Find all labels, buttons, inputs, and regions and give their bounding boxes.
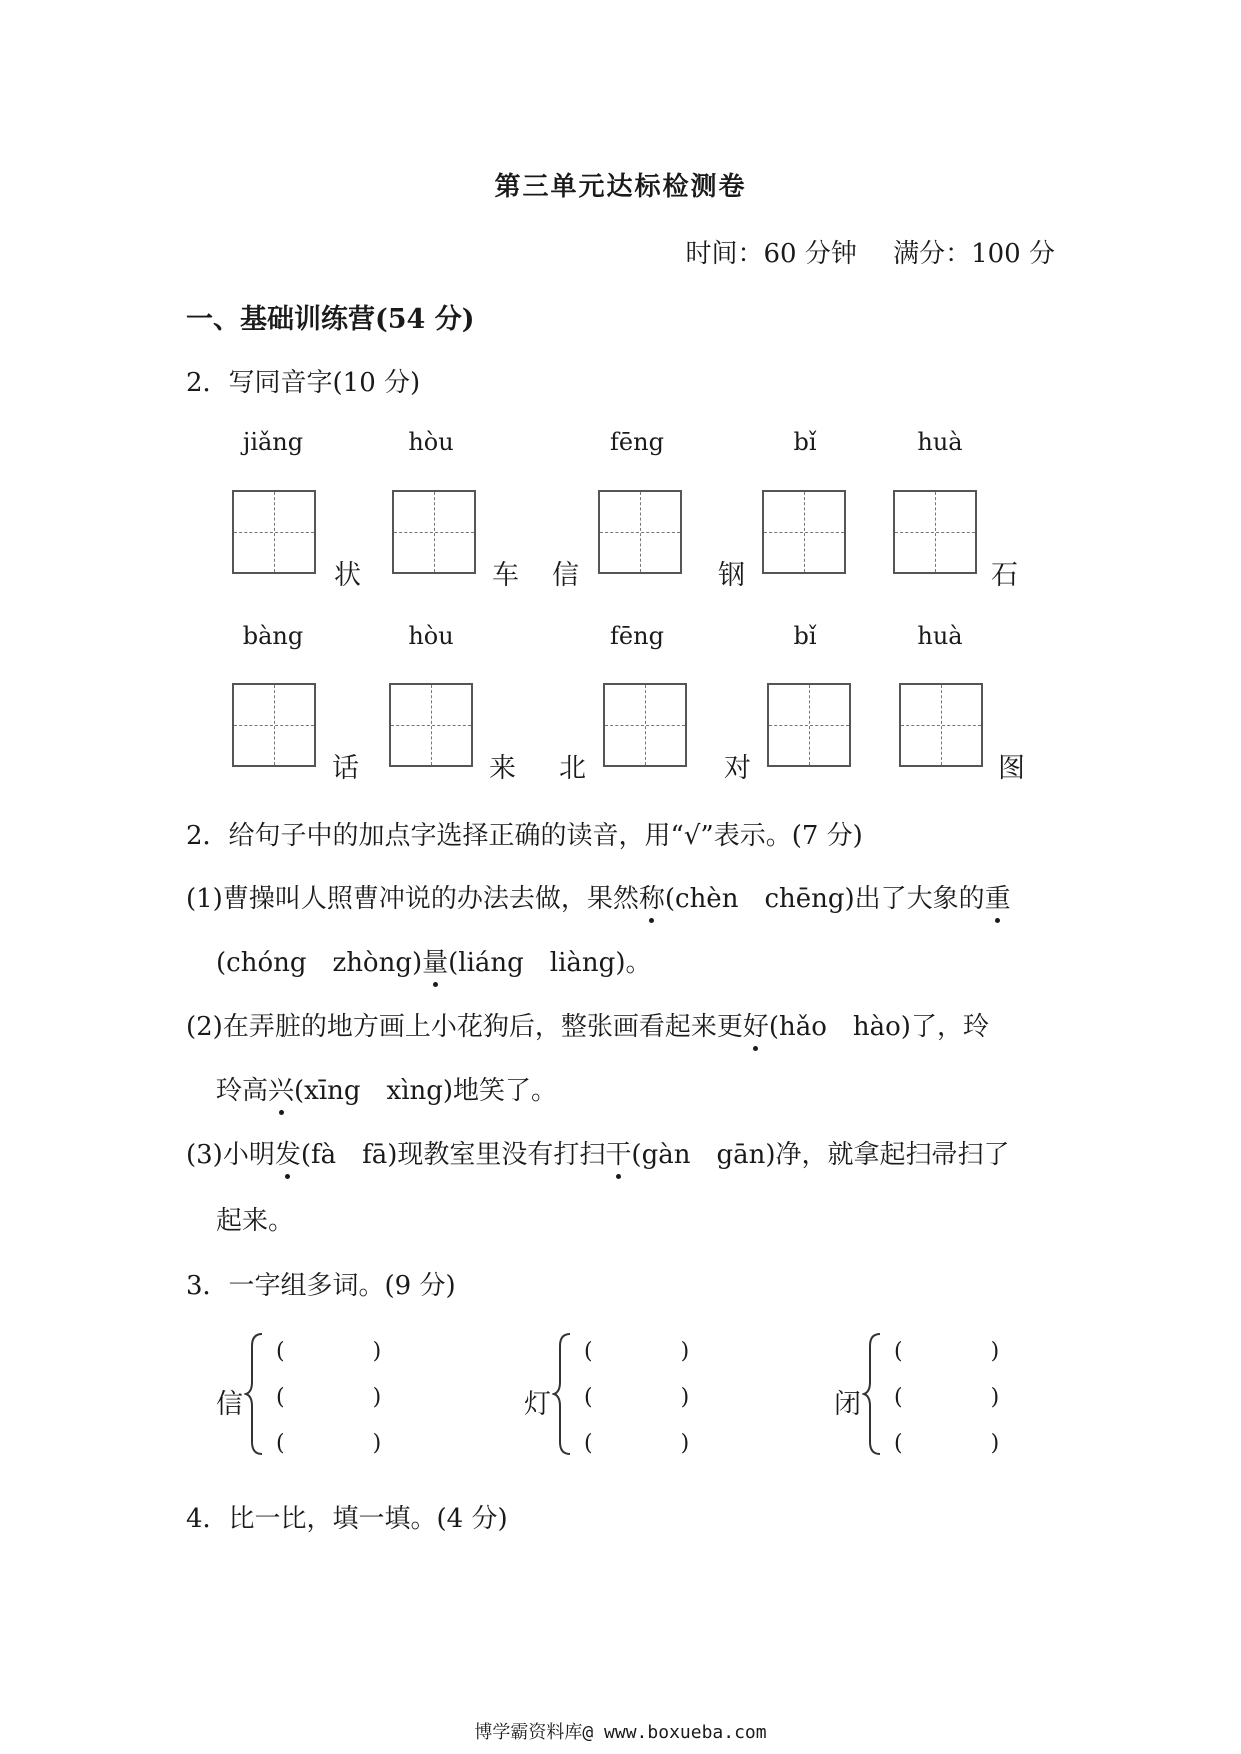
dotted-char: 干 — [605, 1134, 631, 1171]
group-char: 信 — [216, 1389, 243, 1420]
brace-icon — [552, 1332, 574, 1456]
question-4-label: 4．比一比，填一填。(4 分) — [186, 1504, 508, 1534]
sentence-3-line-2: 起来。 — [216, 1206, 295, 1236]
blank-parens[interactable]: ( ) — [894, 1339, 1000, 1364]
writing-grid-box[interactable] — [762, 490, 846, 574]
pinyin: hòu — [408, 622, 454, 650]
word-char: 北 — [559, 753, 586, 784]
blank-parens[interactable]: ( ) — [894, 1385, 1000, 1410]
pinyin: bǐ — [793, 428, 817, 456]
question-2a-label: 2．写同音字(10 分) — [186, 368, 421, 398]
pinyin: huà — [917, 428, 963, 456]
dotted-char: 重 — [985, 878, 1011, 915]
sentence-2-line-2: 玲高兴(xīng xìng)地笑了。 — [216, 1070, 557, 1107]
time-limit: 时间：60 分钟 — [685, 239, 857, 269]
writing-grid-box[interactable] — [232, 490, 316, 574]
pinyin: huà — [917, 622, 963, 650]
word-char: 状 — [334, 560, 361, 591]
blank-parens[interactable]: ( ) — [584, 1339, 690, 1364]
writing-grid-box[interactable] — [389, 683, 473, 767]
group-char: 闭 — [834, 1389, 861, 1420]
question-3-label: 3．一字组多词。(9 分) — [186, 1271, 456, 1301]
group-char: 灯 — [524, 1389, 551, 1420]
dotted-char: 兴 — [268, 1070, 294, 1107]
question-2b-label: 2．给句子中的加点字选择正确的读音，用“√”表示。(7 分) — [186, 821, 863, 851]
blank-parens[interactable]: ( ) — [584, 1431, 690, 1456]
page-title: 第三单元达标检测卷 — [494, 172, 747, 202]
sentence-2-line-1: (2)在弄脏的地方画上小花狗后，整张画看起来更好(hǎo hào)了，玲 — [186, 1006, 989, 1043]
dotted-char: 称 — [639, 878, 665, 915]
writing-grid-box[interactable] — [603, 683, 687, 767]
word-char: 话 — [332, 753, 359, 784]
blank-parens[interactable]: ( ) — [276, 1431, 382, 1456]
sentence-1-line-1: (1)曹操叫人照曹冲说的办法去做，果然称(chèn chēng)出了大象的重 — [186, 878, 1011, 915]
word-char: 钢 — [718, 560, 745, 591]
dotted-char: 量 — [422, 942, 448, 979]
pinyin: bǐ — [793, 622, 817, 650]
pinyin: fēng — [610, 428, 664, 456]
writing-grid-box[interactable] — [899, 683, 983, 767]
writing-grid-box[interactable] — [767, 683, 851, 767]
writing-grid-box[interactable] — [392, 490, 476, 574]
word-char: 石 — [991, 560, 1018, 591]
pinyin: bàng — [242, 622, 304, 650]
time-info — [679, 233, 1055, 270]
word-char: 图 — [998, 753, 1025, 784]
dotted-char: 好 — [743, 1006, 769, 1043]
section-heading-basics: 一、基础训练营(54 分) — [186, 304, 475, 335]
word-char: 车 — [492, 560, 519, 591]
blank-parens[interactable]: ( ) — [276, 1339, 382, 1364]
brace-icon — [244, 1332, 266, 1456]
writing-grid-box[interactable] — [598, 490, 682, 574]
sentence-1-line-2: (chóng zhòng)量(liáng liàng)。 — [216, 942, 651, 979]
pinyin: hòu — [408, 428, 454, 456]
word-char: 来 — [489, 753, 516, 784]
footer-watermark: 博学霸资料库@ www.boxueba.com — [474, 1722, 767, 1743]
word-char: 信 — [552, 560, 579, 591]
blank-parens[interactable]: ( ) — [584, 1385, 690, 1410]
blank-parens[interactable]: ( ) — [894, 1431, 1000, 1456]
pinyin: jiǎng — [242, 428, 304, 456]
pinyin: fēng — [610, 622, 664, 650]
writing-grid-box[interactable] — [893, 490, 977, 574]
full-score: 满分：100 分 — [893, 239, 1055, 269]
blank-parens[interactable]: ( ) — [276, 1385, 382, 1410]
dotted-char: 发 — [275, 1134, 301, 1171]
brace-icon — [862, 1332, 884, 1456]
writing-grid-box[interactable] — [232, 683, 316, 767]
sentence-3-line-1: (3)小明发(fà fā)现教室里没有打扫干(gàn gān)净，就拿起扫帚扫了 — [186, 1134, 1010, 1171]
word-char: 对 — [724, 753, 751, 784]
